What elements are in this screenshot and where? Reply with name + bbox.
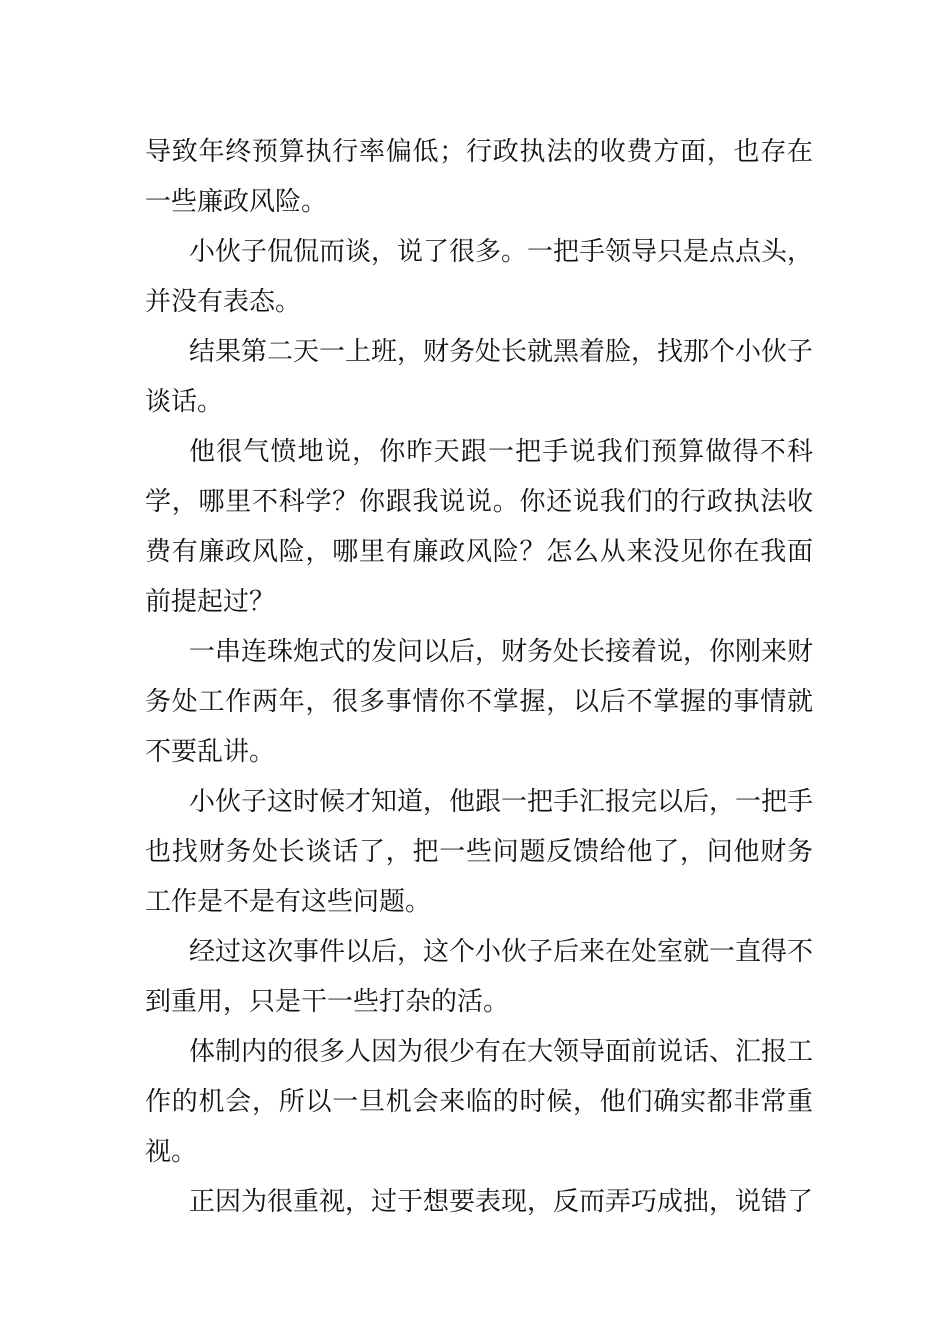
paragraph: 他很气愤地说，你昨天跟一把手说我们预算做得不科学，哪里不科学？你跟我说说。你还说我们的行政执法收费有廉政风险，哪里有廉政风险？怎么从来没见你在我面前提起过？ <box>145 437 813 617</box>
article-body <box>145 127 813 1227</box>
paragraph: 小伙子这时候才知道，他跟一把手汇报完以后，一把手也找财务处长谈话了，把一些问题反馈给他了，问他财务工作是不是有这些问题。 <box>145 787 814 917</box>
paragraph-continuation: 导致年终预算执行率偏低；行政执法的收费方面，也存在一些廉政风险。 <box>145 137 813 217</box>
paragraph: 正因为很重视，过于想要表现，反而弄巧成拙，说错了 <box>189 1187 814 1217</box>
paragraph: 经过这次事件以后，这个小伙子后来在处室就一直得不到重用，只是干一些打杂的活。 <box>145 937 814 1017</box>
paragraph: 一串连珠炮式的发问以后，财务处长接着说，你刚来财务处工作两年，很多事情你不掌握，以后不掌握的事情就不要乱讲。 <box>145 637 814 767</box>
paragraph: 结果第二天一上班，财务处长就黑着脸，找那个小伙子谈话。 <box>145 337 814 417</box>
paragraph: 小伙子侃侃而谈，说了很多。一把手领导只是点点头，并没有表态。 <box>145 237 814 317</box>
paragraph: 体制内的很多人因为很少有在大领导面前说话、汇报工作的机会，所以一旦机会来临的时候，他们确实都非常重视。 <box>145 1037 814 1167</box>
